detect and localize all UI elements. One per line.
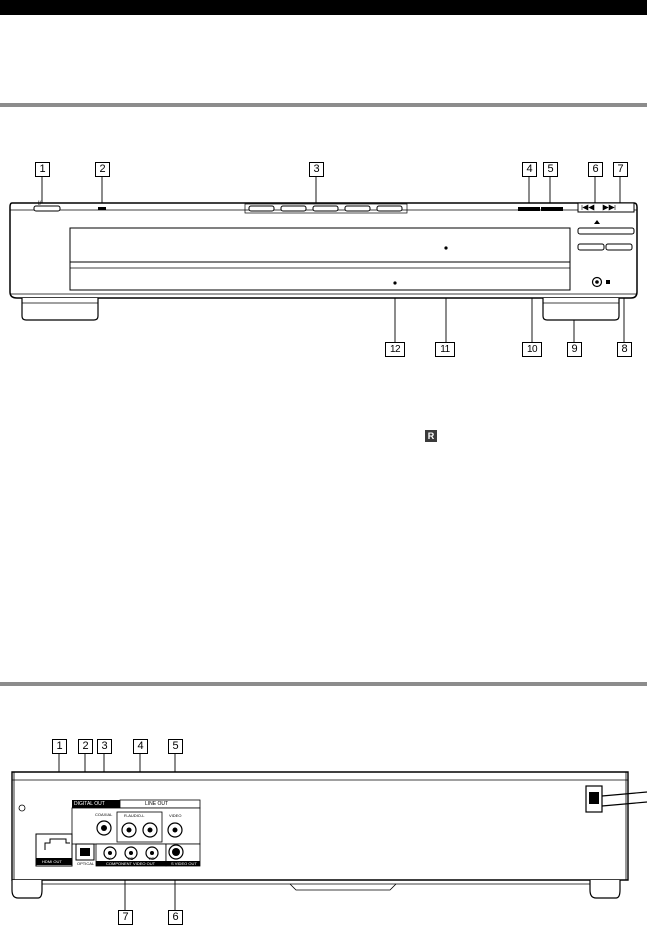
- s-video-out-label: S VIDEO OUT: [171, 861, 197, 866]
- rear-callout-2: 2: [78, 739, 93, 754]
- front-callout-5: 5: [543, 162, 558, 177]
- front-callout-4: 4: [522, 162, 537, 177]
- video-label: VIDEO: [169, 813, 182, 818]
- front-callout-8: 8: [617, 342, 632, 357]
- component-pb-label: PB: [128, 856, 134, 861]
- front-callout-9: 9: [567, 342, 582, 357]
- line-out-label: LINE OUT: [145, 801, 169, 807]
- rear-callout-4: 4: [133, 739, 148, 754]
- rear-callout-1: 1: [52, 739, 67, 754]
- rear-callout-7: 7: [118, 910, 133, 925]
- component-pr-label: PR: [149, 856, 155, 861]
- front-callout-2: 2: [95, 162, 110, 177]
- front-callout-3: 3: [309, 162, 324, 177]
- coaxial-label: COAXIAL: [95, 812, 113, 817]
- front-callout-10: 10: [522, 342, 542, 357]
- front-callout-11: 11: [435, 342, 455, 357]
- rear-callout-3: 3: [97, 739, 112, 754]
- hdmi-out-label: HDMI OUT: [42, 859, 62, 864]
- front-callout-1: 1: [35, 162, 50, 177]
- svg-text:I/: I/: [38, 201, 42, 207]
- component-video-out-label: COMPONENT VIDEO OUT: [106, 861, 156, 866]
- rear-callout-6: 6: [168, 910, 183, 925]
- front-callout-7: 7: [613, 162, 628, 177]
- rear-callout-5: 5: [168, 739, 183, 754]
- digital-out-label: DIGITAL OUT: [74, 801, 105, 807]
- component-y-label: Y: [108, 856, 111, 861]
- optical-label: OPTICAL: [77, 861, 95, 866]
- front-callout-12: 12: [385, 342, 405, 357]
- audio-label: R-AUDIO-L: [124, 813, 145, 818]
- front-callout-6: 6: [588, 162, 603, 177]
- remote-sensor-icon: R: [425, 430, 437, 442]
